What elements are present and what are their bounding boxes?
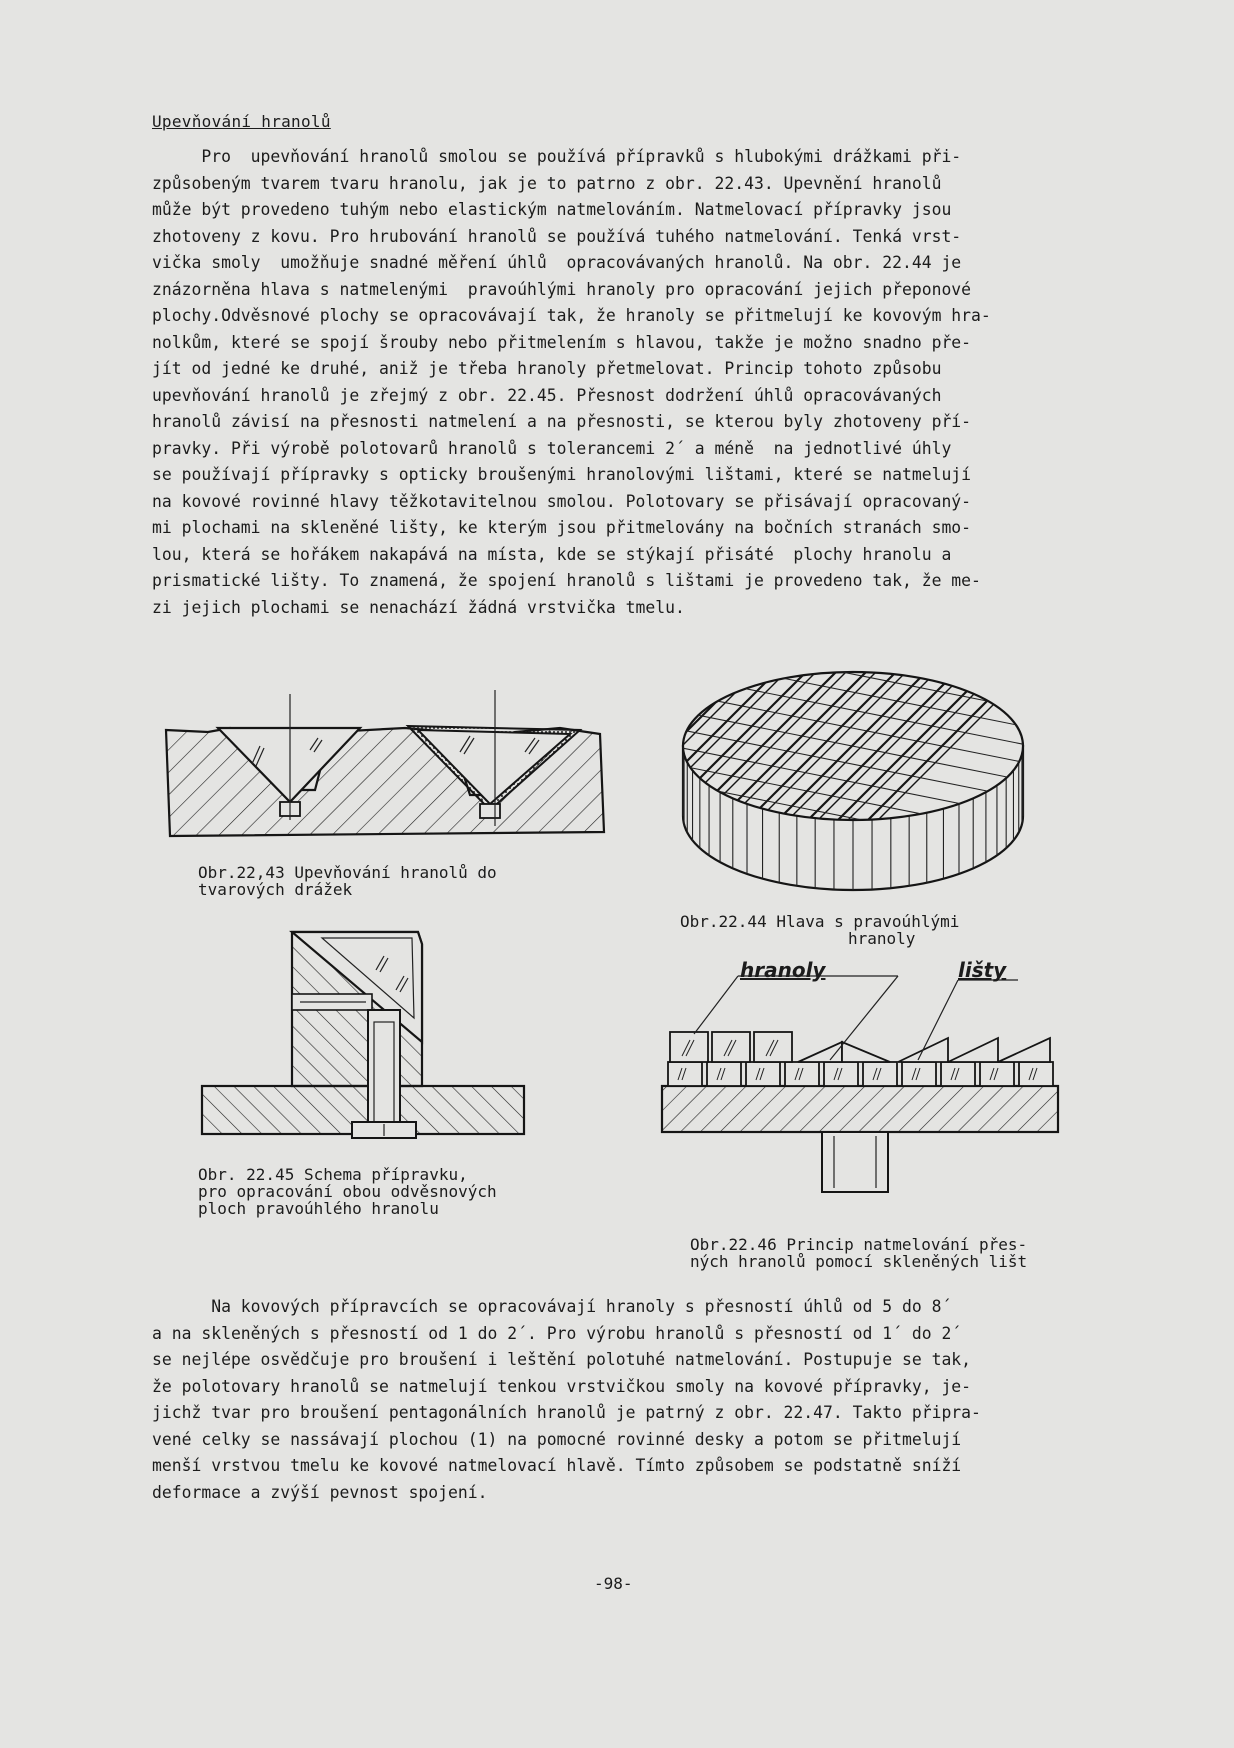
caption-22-45	[198, 1166, 497, 1217]
text-line: plochy.Odvěsnové plochy se opracovávají tak, že hranoly se přitmelují ke kovovým hra-	[152, 306, 991, 325]
caption-22-44	[680, 913, 959, 947]
text-line: prismatické lišty. To znamená, že spojení hranolů s lištami je provedeno tak, že me-	[152, 571, 981, 590]
text-line: jít od jedné ke druhé, aniž je třeba hranoly přetmelovat. Princip tohoto způsobu	[152, 359, 942, 378]
caption-line: Obr.22,43 Upevňování hranolů do	[198, 863, 497, 882]
caption-line: Obr.22.46 Princip natmelování přes-	[690, 1235, 1028, 1254]
text-line: zhotoveny z kovu. Pro hrubování hranolů se používá tuhého natmelování. Tenká vrst-	[152, 226, 962, 246]
label-listy: lišty	[958, 958, 1007, 982]
caption-line: Obr. 22.45 Schema přípravku,	[198, 1165, 468, 1184]
page-number: -98-	[594, 1574, 633, 1593]
section-heading: Upevňování hranolů	[152, 112, 331, 131]
text-line: lou, která se hořákem nakapává na místa, kde se stýkají přisáté plochy hranolu a	[152, 544, 952, 564]
text-line: zi jejich plochami se nenachází žádná vrstvička tmelu.	[152, 597, 685, 617]
caption-line: hranoly	[848, 929, 916, 948]
text-line: znázorněna hlava s natmelenými pravoúhlými hranoly pro opracování jejich přeponové	[152, 279, 972, 299]
text-line: upevňování hranolů je zřejmý z obr. 22.45. Přesnost dodržení úhlů opracovávaných	[152, 385, 942, 405]
text-line: menší vrstvou tmelu ke kovové natmelovací hlavě. Tímto způsobem se podstatně sníží	[152, 1456, 962, 1475]
caption-22-43	[198, 864, 497, 898]
text-line: mi plochami na skleněné lišty, ke kterým jsou přitmelovány na bočních stranách smo-	[152, 518, 972, 537]
text-line: hranolů závisí na přesnosti natmelení a na přesnosti, se kterou byly zhotoveny pří-	[152, 412, 972, 431]
text-line: pravky. Při výrobě polotovarů hranolů s tolerancemi 2´ a méně na jednotlivé úhly	[152, 438, 952, 458]
paragraph-1	[152, 144, 1092, 621]
text-line: může být provedeno tuhým nebo elastickým natmelováním. Natmelovací přípravky jsou	[152, 200, 952, 219]
figure-22-44	[672, 666, 1034, 898]
caption-line: ploch pravoúhlého hranolu	[198, 1199, 439, 1218]
text-line: na kovové rovinné hlavy těžkotavitelnou smolou. Polotovary se přisávají opracovaný-	[152, 491, 972, 511]
text-line: a na skleněných s přesností od 1 do 2´. Pro výrobu hranolů s přesností od 1´ do 2´	[152, 1323, 962, 1343]
text-line: jichž tvar pro broušení pentagonálních hranolů je patrný z obr. 22.47. Takto připra-	[152, 1403, 981, 1422]
text-line: se nejlépe osvědčuje pro broušení i leštění polotuhé natmelování. Postupuje se tak,	[152, 1350, 972, 1369]
caption-line: ných hranolů pomocí skleněných lišt	[690, 1252, 1028, 1271]
text-line: že polotovary hranolů se natmelují tenkou vrstvičkou smoly na kovové přípravky, je-	[152, 1376, 972, 1396]
caption-line: pro opracování obou odvěsnových	[198, 1182, 497, 1201]
figure-22-46	[658, 956, 1064, 1206]
text-line: nolkům, které se spojí šrouby nebo přitmelením s hlavou, takže je možno snadno pře-	[152, 332, 972, 352]
paragraph-2	[152, 1294, 1092, 1506]
text-line: způsobeným tvarem tvaru hranolu, jak je to patrno z obr. 22.43. Upevnění hranolů	[152, 173, 942, 193]
figure-22-45	[196, 930, 532, 1150]
label-hranoly: hranoly	[740, 958, 826, 982]
figure-22-43	[160, 690, 610, 850]
caption-22-46	[690, 1236, 1027, 1270]
caption-line: tvarových drážek	[198, 880, 353, 899]
caption-line: Obr.22.44 Hlava s pravoúhlými	[680, 912, 960, 931]
text-line: Pro upevňování hranolů smolou se používá přípravků s hlubokými drážkami při-	[152, 147, 962, 166]
text-line: vené celky se nassávají plochou (1) na pomocné rovinné desky a potom se přitmelují	[152, 1429, 962, 1449]
text-line: vička smoly umožňuje snadné měření úhlů opracovávaných hranolů. Na obr. 22.44 je	[152, 253, 962, 272]
text-line: Na kovových přípravcích se opracovávají hranoly s přesností úhlů od 5 do 8´	[152, 1297, 952, 1316]
text-line: se používají přípravky s opticky broušenými hranolovými lištami, které se natmelují	[152, 465, 972, 484]
text-line: deformace a zvýší pevnost spojení.	[152, 1482, 488, 1502]
